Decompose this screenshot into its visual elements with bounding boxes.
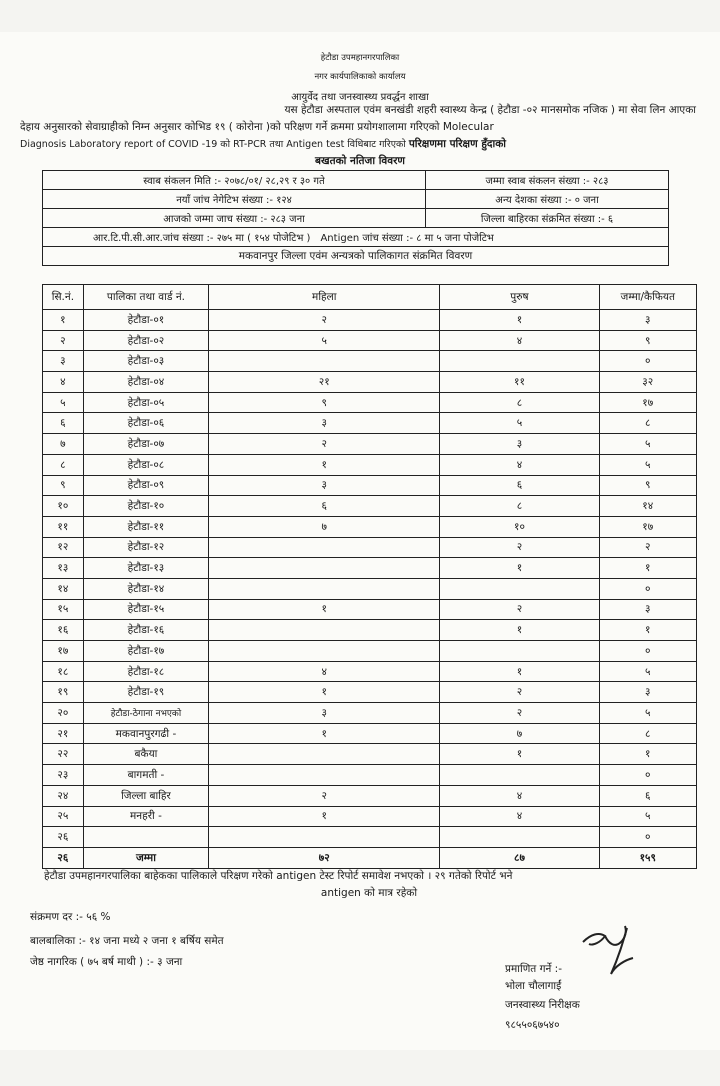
total-swab: जम्मा स्वाब संकलन संख्या :- २८३: [426, 171, 669, 190]
row-total: ०: [599, 351, 696, 372]
row-municipality-ward: मनहरी -: [83, 806, 208, 827]
row-municipality-ward: हेटौडा-११: [83, 516, 208, 537]
signatory-title: जनस्वास्थ्य निरीक्षक: [505, 999, 580, 1011]
outside-district: जिल्ला बाहिरका संक्रमित संख्या :- ६: [426, 209, 669, 228]
certified-by-label: प्रमाणित गर्ने :-: [505, 963, 563, 975]
table-row: [43, 310, 697, 331]
table-row: [43, 641, 697, 662]
row-total: ५: [599, 661, 696, 682]
row-female: [209, 537, 440, 558]
row-total: ८: [599, 413, 696, 434]
new-negative: नयाँ जांच नेगेटिभ संख्या :- १२४: [43, 190, 426, 209]
row-municipality-ward: जिल्ला बाहिर: [83, 785, 208, 806]
row-male: [440, 578, 599, 599]
test-counts: [43, 228, 669, 247]
table-row: [43, 703, 697, 724]
row-male: ११: [440, 372, 599, 393]
table-row: [43, 578, 697, 599]
row-serial: २१: [43, 723, 84, 744]
row-female: [209, 620, 440, 641]
row-female: २१: [209, 372, 440, 393]
table-title: मकवानपुर जिल्ला एवंम अन्यत्रको पालिकागत संक्रमित विवरण: [43, 247, 669, 266]
row-total: ५: [599, 434, 696, 455]
row-serial: २६: [43, 827, 84, 848]
foreign-count: अन्य देशका संख्या :- ० जना: [426, 190, 669, 209]
row-total: ३: [599, 682, 696, 703]
table-row: [43, 661, 697, 682]
row-female: [209, 578, 440, 599]
children-count: बालबालिका :- १४ जना मध्ये २ जना १ बर्षिय समेत: [30, 935, 224, 947]
row-total: ३: [599, 599, 696, 620]
row-municipality-ward: बागमती -: [83, 765, 208, 786]
row-serial: १८: [43, 661, 84, 682]
table-row: [43, 682, 697, 703]
row-male: १०: [440, 516, 599, 537]
table-row: [43, 372, 697, 393]
row-female: ९: [209, 392, 440, 413]
table-row: [43, 599, 697, 620]
row-male: ४: [440, 785, 599, 806]
table-row: [43, 620, 697, 641]
row-serial: १२: [43, 537, 84, 558]
row-municipality-ward: हेटौडा-०१: [83, 310, 208, 331]
row-municipality-ward: [83, 827, 208, 848]
table-row: [43, 475, 697, 496]
row-male: ५: [440, 413, 599, 434]
total-female: ७२: [209, 847, 440, 868]
row-female: ४: [209, 661, 440, 682]
row-serial: १३: [43, 558, 84, 579]
row-serial: ८: [43, 454, 84, 475]
row-male: २: [440, 703, 599, 724]
row-female: ३: [209, 475, 440, 496]
row-serial: २५: [43, 806, 84, 827]
total-male: ८७: [440, 847, 599, 868]
row-municipality-ward: हेटौडा-०३: [83, 351, 208, 372]
row-serial: १६: [43, 620, 84, 641]
table-row: [43, 330, 697, 351]
row-serial: १: [43, 310, 84, 331]
report-note: [44, 868, 694, 902]
row-total: ३: [599, 310, 696, 331]
intro-line-3b: परिक्षणमा परिक्षण हुँदाको: [408, 138, 506, 150]
row-female: [209, 641, 440, 662]
row-serial: ११: [43, 516, 84, 537]
header-municipality: हेटौडा उपमहानगरपालिका: [320, 53, 400, 63]
table-row: [43, 454, 697, 475]
row-male: १: [440, 661, 599, 682]
table-row: [43, 744, 697, 765]
row-male: २: [440, 682, 599, 703]
header-female: महिला: [209, 285, 440, 310]
row-serial: १४: [43, 578, 84, 599]
row-female: ७: [209, 516, 440, 537]
row-female: १: [209, 682, 440, 703]
row-serial: २२: [43, 744, 84, 765]
header-office: नगर कार्यपालिकाको कार्यालय: [314, 72, 406, 82]
total-serial: २६: [43, 847, 84, 868]
row-serial: १७: [43, 641, 84, 662]
row-total: ०: [599, 765, 696, 786]
row-male: ४: [440, 806, 599, 827]
row-municipality-ward: हेटौडा-१०: [83, 496, 208, 517]
row-total: १४: [599, 496, 696, 517]
row-serial: ७: [43, 434, 84, 455]
row-municipality-ward: मकवानपुरगढी -: [83, 723, 208, 744]
table-row: [43, 806, 697, 827]
row-municipality-ward: हेटौडा-१८: [83, 661, 208, 682]
row-total: २: [599, 537, 696, 558]
note-line-1: हेटौडा उपमहानगरपालिका बाहेकका पालिकाले परिक्षण गरेको antigen टेस्ट रिपोर्ट समावेश नभएको । २९ गतेको रिपोर्ट भने: [44, 870, 513, 882]
total-sum: १५९: [599, 847, 696, 868]
table-row: [43, 558, 697, 579]
row-male: १: [440, 558, 599, 579]
row-total: ५: [599, 703, 696, 724]
table-row: [43, 392, 697, 413]
row-total: ५: [599, 806, 696, 827]
table-row: [43, 827, 697, 848]
row-female: २: [209, 310, 440, 331]
row-total: ८: [599, 723, 696, 744]
row-serial: २३: [43, 765, 84, 786]
header-serial: सि.नं.: [43, 285, 84, 310]
row-female: १: [209, 599, 440, 620]
row-female: ६: [209, 496, 440, 517]
signatory-phone: ९८५५०६७५४०: [505, 1019, 560, 1031]
row-female: [209, 744, 440, 765]
intro-line-2: देहाय अनुसारको सेवाग्राहीको निम्न अनुसार कोभिड १९ ( कोरोना )को परिक्षण गर्ने क्रममा प्रयोगशालामा गरिएको Molecular: [20, 121, 494, 133]
row-serial: २४: [43, 785, 84, 806]
swab-date: स्वाब संकलन मिति :- २०७८/०१/ २८,२९ र ३० गते: [43, 171, 426, 190]
row-male: १: [440, 620, 599, 641]
intro-line-3a: Diagnosis Laboratory report of COVID -19 को RT-PCR तथा Antigen test विधिबाट गरिएको: [20, 139, 406, 150]
row-female: ५: [209, 330, 440, 351]
row-male: ४: [440, 330, 599, 351]
table-row: [43, 723, 697, 744]
table-row: [43, 413, 697, 434]
row-serial: १५: [43, 599, 84, 620]
row-total: ०: [599, 641, 696, 662]
row-municipality-ward: हेटौडा-०४: [83, 372, 208, 393]
row-municipality-ward: हेटौडा-१७: [83, 641, 208, 662]
summary-info-table: [42, 170, 669, 266]
intro-line-4: बखतको नतिजा विवरण: [315, 155, 405, 167]
row-female: १: [209, 806, 440, 827]
signatory-name: भोला चौलागाईं: [505, 980, 562, 992]
row-total: ९: [599, 330, 696, 351]
row-total: ३२: [599, 372, 696, 393]
row-total: ०: [599, 578, 696, 599]
infection-table: [42, 284, 697, 869]
row-municipality-ward: हेटौडा-१५: [83, 599, 208, 620]
row-municipality-ward: हेटौडा-०२: [83, 330, 208, 351]
row-serial: २०: [43, 703, 84, 724]
row-total: ९: [599, 475, 696, 496]
row-female: १: [209, 454, 440, 475]
row-municipality-ward: हेटौडा-०७: [83, 434, 208, 455]
row-total: ६: [599, 785, 696, 806]
row-serial: ६: [43, 413, 84, 434]
row-male: [440, 641, 599, 662]
row-municipality-ward: हेटौडा-०९: [83, 475, 208, 496]
row-male: ८: [440, 392, 599, 413]
infection-rate: संक्रमण दर :- ५६ %: [30, 911, 111, 923]
elderly-count: जेष्ठ नागरिक ( ७५ बर्ष माथी ) :- ३ जना: [30, 956, 183, 968]
handwritten-signature: [575, 920, 645, 990]
row-total: १: [599, 744, 696, 765]
row-municipality-ward: हेटौडा-०५: [83, 392, 208, 413]
rtpcr-count: आर.टि.पी.सी.आर.जांच संख्या :- २७५ मा ( १५४ पोजेटिभ ): [93, 233, 311, 244]
row-male: [440, 827, 599, 848]
table-row: [43, 434, 697, 455]
header-total: जम्मा/कैफियत: [599, 285, 696, 310]
header-municipality-ward: पालिका तथा वार्ड नं.: [83, 285, 208, 310]
row-total: १: [599, 558, 696, 579]
row-municipality-ward: हेटौडा-१९: [83, 682, 208, 703]
row-female: ३: [209, 703, 440, 724]
row-female: [209, 558, 440, 579]
row-total: ०: [599, 827, 696, 848]
row-male: ६: [440, 475, 599, 496]
row-serial: १०: [43, 496, 84, 517]
intro-line-3: [20, 137, 696, 152]
row-serial: ५: [43, 392, 84, 413]
row-municipality-ward: बकैया: [83, 744, 208, 765]
row-serial: ३: [43, 351, 84, 372]
row-serial: ९: [43, 475, 84, 496]
total-label: जम्मा: [83, 847, 208, 868]
note-line-2: antigen को मात्र रहेको: [320, 887, 418, 899]
row-total: १७: [599, 516, 696, 537]
row-male: [440, 765, 599, 786]
row-female: [209, 765, 440, 786]
row-male: १: [440, 744, 599, 765]
row-serial: १९: [43, 682, 84, 703]
row-total: १७: [599, 392, 696, 413]
row-municipality-ward: हेटौडा-१६: [83, 620, 208, 641]
row-male: ४: [440, 454, 599, 475]
today-total: आजको जम्मा जाच संख्या :- २८३ जना: [43, 209, 426, 228]
row-female: [209, 351, 440, 372]
row-serial: २: [43, 330, 84, 351]
row-municipality-ward: हेटौडा-ठेगाना नभएको: [83, 703, 208, 724]
row-male: ८: [440, 496, 599, 517]
total-row: [43, 847, 697, 868]
antigen-count: Antigen जांच संख्या :- ८ मा ५ जना पोजेटिभ: [320, 233, 494, 244]
table-row: [43, 351, 697, 372]
table-row: [43, 765, 697, 786]
table-row: [43, 785, 697, 806]
row-male: २: [440, 599, 599, 620]
row-female: २: [209, 785, 440, 806]
row-municipality-ward: हेटौडा-०८: [83, 454, 208, 475]
table-header-row: [43, 285, 697, 310]
row-municipality-ward: हेटौडा-१२: [83, 537, 208, 558]
row-male: ७: [440, 723, 599, 744]
header-male: पुरुष: [440, 285, 599, 310]
table-row: [43, 537, 697, 558]
row-male: ३: [440, 434, 599, 455]
header-section: आयुर्वेद तथा जनस्वास्थ्य प्रवर्द्धन शाखा: [291, 92, 429, 103]
row-female: २: [209, 434, 440, 455]
row-municipality-ward: हेटौडा-१४: [83, 578, 208, 599]
row-female: [209, 827, 440, 848]
intro-line-1: यस हेटौडा अस्पताल एवंम बनखंडी शहरी स्वास्थ्य केन्द्र ( हेटौडा -०२ मानसमोक नजिक ) मा सेवा लिन आएका: [284, 104, 696, 116]
table-row: [43, 516, 697, 537]
row-total: ५: [599, 454, 696, 475]
row-female: ३: [209, 413, 440, 434]
row-total: १: [599, 620, 696, 641]
row-municipality-ward: हेटौडा-१३: [83, 558, 208, 579]
row-serial: ४: [43, 372, 84, 393]
row-municipality-ward: हेटौडा-०६: [83, 413, 208, 434]
row-male: १: [440, 310, 599, 331]
row-female: १: [209, 723, 440, 744]
row-male: [440, 351, 599, 372]
row-male: २: [440, 537, 599, 558]
table-row: [43, 496, 697, 517]
